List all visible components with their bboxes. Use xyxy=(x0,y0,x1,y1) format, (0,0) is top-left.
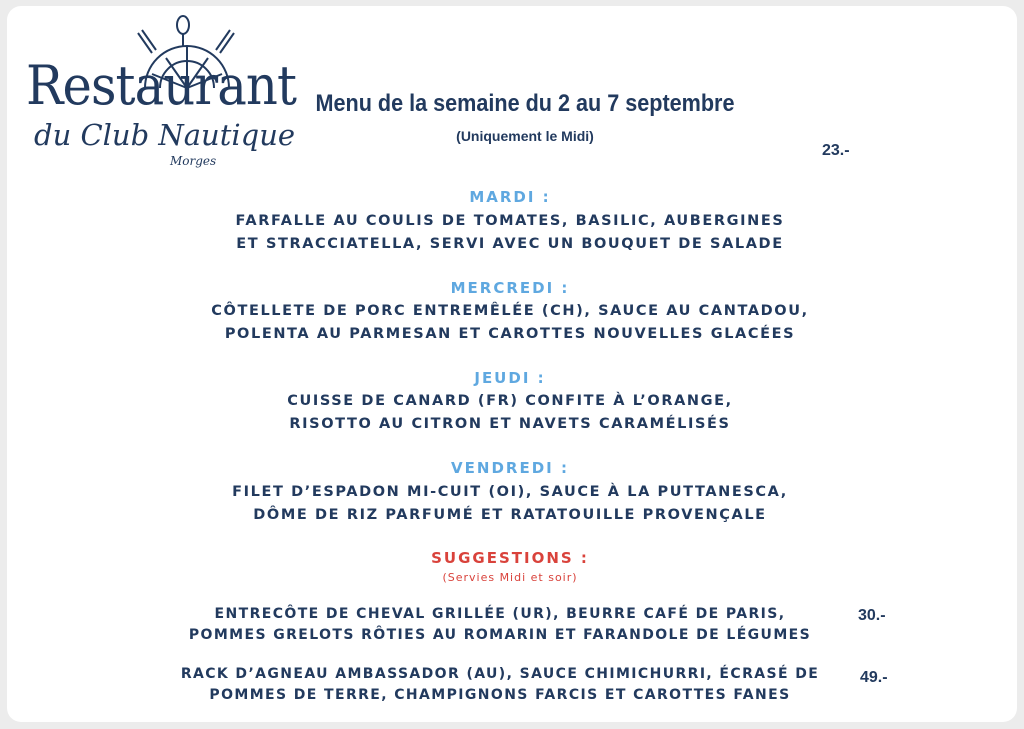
logo-town-text: Morges xyxy=(170,154,217,168)
dish-jeudi xyxy=(170,390,850,436)
dish-vendredi xyxy=(170,481,850,527)
day-label-mercredi: MERCREDI : xyxy=(450,279,570,297)
page-subtitle: (Uniquement le Midi) xyxy=(456,128,594,144)
dish-line: DÔME DE RIZ PARFUMÉ ET RATATOUILLE PROVENÇALE xyxy=(253,507,767,523)
day-label-mardi: MARDI : xyxy=(469,188,551,206)
daily-menu-price: 23.- xyxy=(822,142,850,159)
dish-line: FARFALLE AU COULIS DE TOMATES, BASILIC, AUBERGINES xyxy=(235,213,785,229)
suggestions-label: SUGGESTIONS : xyxy=(431,549,589,567)
dish-line: RISOTTO AU CITRON ET NAVETS CARAMÉLISÉS xyxy=(289,416,731,432)
logo-restaurant-text: Restaurant xyxy=(26,54,297,117)
suggestion-price-1: 30.- xyxy=(858,607,886,624)
dish-line: POLENTA AU PARMESAN ET CAROTTES NOUVELLES GLACÉES xyxy=(224,326,796,342)
dish-line: POMMES GRELOTS RÔTIES AU ROMARIN ET FARANDOLE DE LÉGUMES xyxy=(188,627,812,643)
dish-line: CÔTELLETE DE PORC ENTREMÊLÉE (CH), SAUCE AU CANTADOU, xyxy=(211,303,809,319)
dish-line: CUISSE DE CANARD (FR) CONFITE À L’ORANGE, xyxy=(287,393,733,409)
suggestion-item-2 xyxy=(180,664,820,706)
logo-club-text: du Club Nautique xyxy=(34,118,296,152)
dish-mercredi xyxy=(170,300,850,346)
dish-line: FILET D’ESPADON MI-CUIT (OI), SAUCE À LA PUTTANESCA, xyxy=(232,484,788,500)
day-label-vendredi: VENDREDI : xyxy=(451,459,569,477)
suggestion-price-2: 49.- xyxy=(860,669,888,686)
dish-line: ENTRECÔTE DE CHEVAL GRILLÉE (UR), BEURRE CAFÉ DE PARIS, xyxy=(214,606,786,622)
dish-line: POMMES DE TERRE, CHAMPIGNONS FARCIS ET CAROTTES FANES xyxy=(209,687,791,703)
dish-line: RACK D’AGNEAU AMBASSADOR (AU), SAUCE CHIMICHURRI, ÉCRASÉ DE xyxy=(180,666,820,682)
dish-mardi xyxy=(170,210,850,256)
restaurant-logo xyxy=(20,8,297,178)
suggestions-note: (Servies Midi et soir) xyxy=(442,571,578,584)
dish-line: ET STRACCIATELLA, SERVI AVEC UN BOUQUET DE SALADE xyxy=(236,236,784,252)
suggestion-item-1 xyxy=(180,604,820,646)
day-label-jeudi: JEUDI : xyxy=(474,369,546,387)
page-title: Menu de la semaine du 2 au 7 septembre xyxy=(315,90,735,117)
